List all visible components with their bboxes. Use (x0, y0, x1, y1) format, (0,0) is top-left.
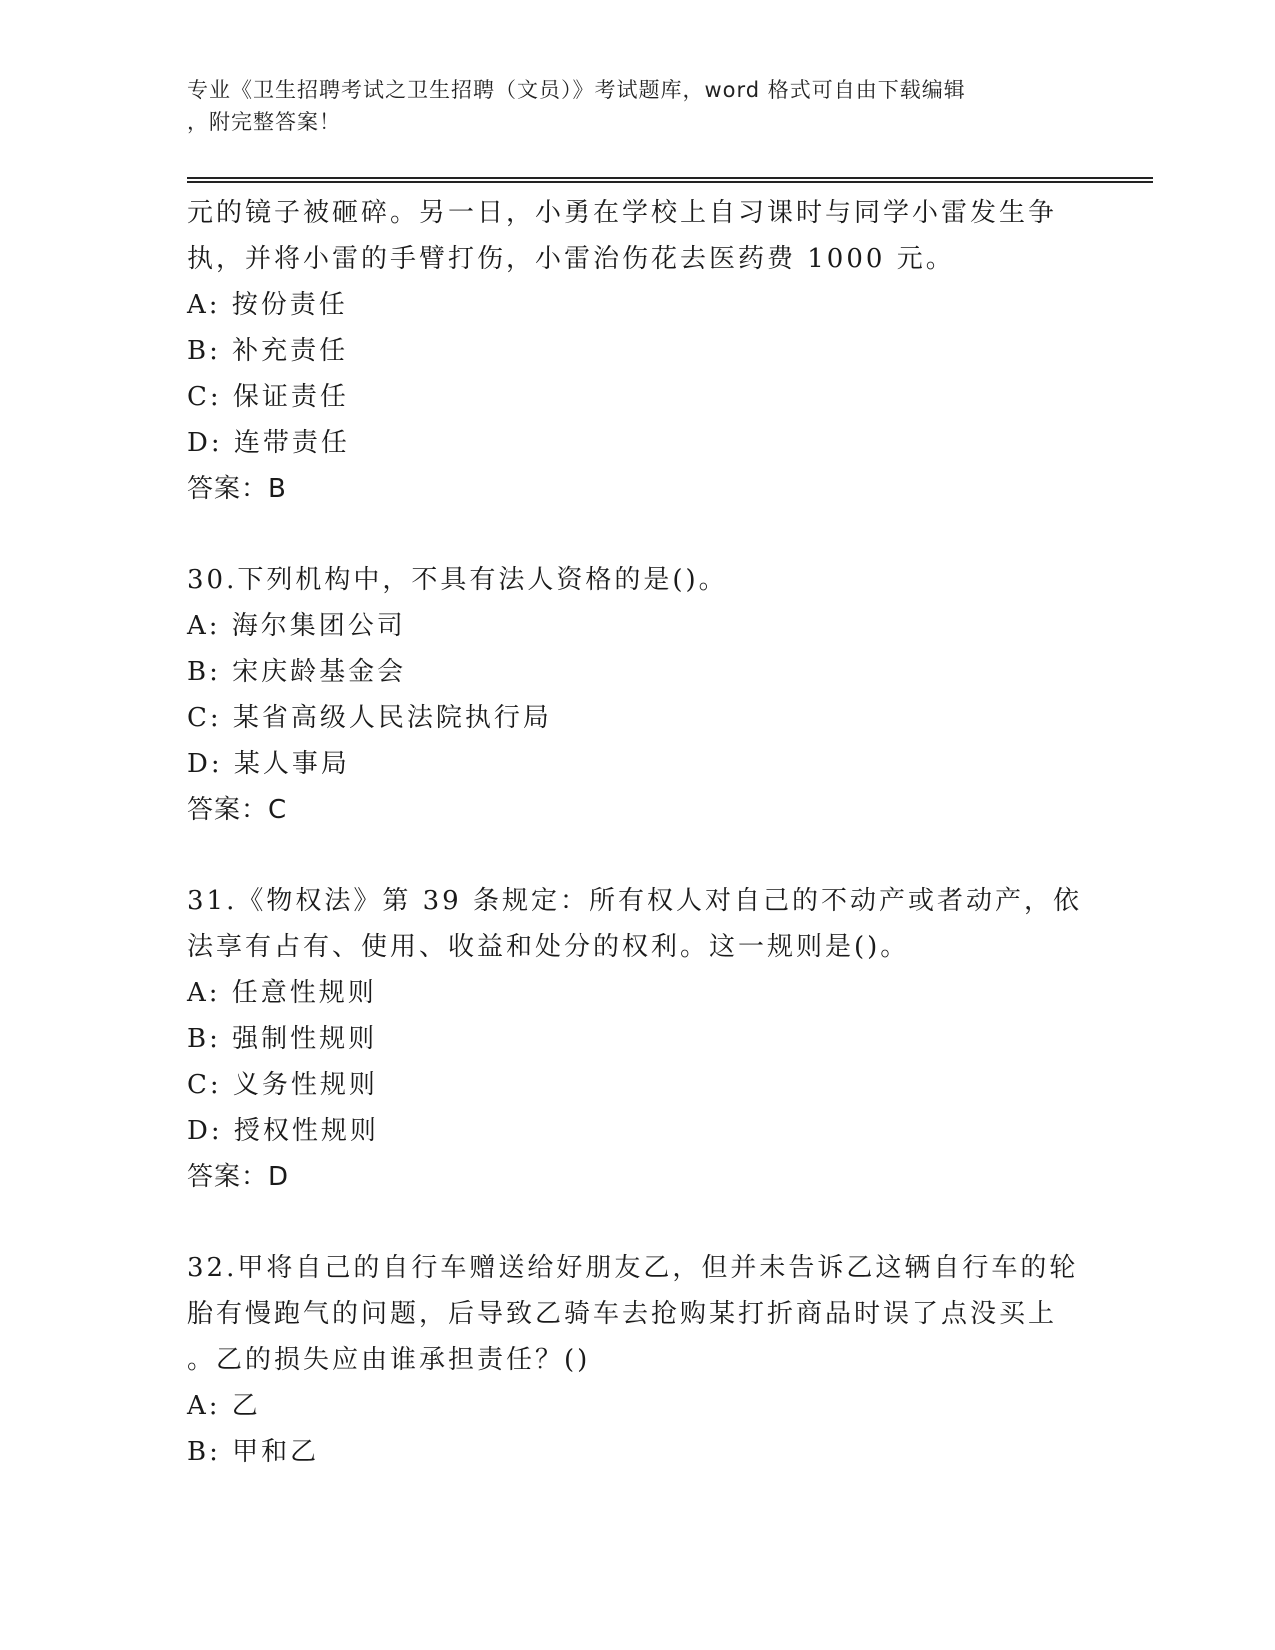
question-text-line: 32.甲将自己的自行车赠送给好朋友乙，但并未告诉乙这辆自行车的轮 (187, 1253, 1079, 1283)
question-text-line: 30.下列机构中，不具有法人资格的是()。 (187, 565, 728, 595)
option-b: B: 甲和乙 (187, 1437, 320, 1467)
question-text-line: 元的镜子被砸碎。另一日，小勇在学校上自习课时与同学小雷发生争 (187, 198, 1058, 228)
question-text-line: 法享有占有、使用、收益和处分的权利。这一规则是()。 (187, 932, 910, 962)
answer: 答案：C (187, 795, 288, 825)
option-c: C: 某省高级人民法院执行局 (187, 703, 552, 733)
option-b: B: 强制性规则 (187, 1024, 378, 1054)
option-a: A: 海尔集团公司 (187, 611, 406, 641)
answer: 答案：D (187, 1162, 290, 1192)
option-d: D: 某人事局 (187, 749, 350, 779)
option-a: A: 按份责任 (187, 290, 348, 320)
header-line-1: 专业《卫生招聘考试之卫生招聘（文员）》考试题库，word 格式可自由下载编辑 (187, 78, 966, 102)
question-text-line: 31.《物权法》第 39 条规定：所有权人对自己的不动产或者动产，依 (187, 886, 1082, 916)
question-29-continued (187, 190, 1087, 512)
option-c: C: 保证责任 (187, 382, 349, 412)
document-header (187, 74, 1067, 138)
option-b: B: 补充责任 (187, 336, 349, 366)
option-a: A: 乙 (187, 1391, 261, 1421)
question-text-line: 执，并将小雷的手臂打伤，小雷治伤花去医药费 1000 元。 (187, 244, 955, 274)
header-divider (187, 177, 1153, 183)
header-line-2: ，附完整答案！ (187, 110, 341, 134)
question-content (187, 190, 1087, 1475)
option-d: D: 连带责任 (187, 428, 350, 458)
answer: 答案：B (187, 474, 287, 504)
question-31 (187, 878, 1087, 1200)
option-d: D: 授权性规则 (187, 1116, 379, 1146)
option-b: B: 宋庆龄基金会 (187, 657, 407, 687)
question-32 (187, 1245, 1087, 1475)
question-text-line: 。乙的损失应由谁承担责任？() (187, 1345, 591, 1375)
question-30 (187, 557, 1087, 833)
option-c: C: 义务性规则 (187, 1070, 378, 1100)
question-text-line: 胎有慢跑气的问题，后导致乙骑车去抢购某打折商品时误了点没买上 (187, 1299, 1058, 1329)
option-a: A: 任意性规则 (187, 978, 377, 1008)
